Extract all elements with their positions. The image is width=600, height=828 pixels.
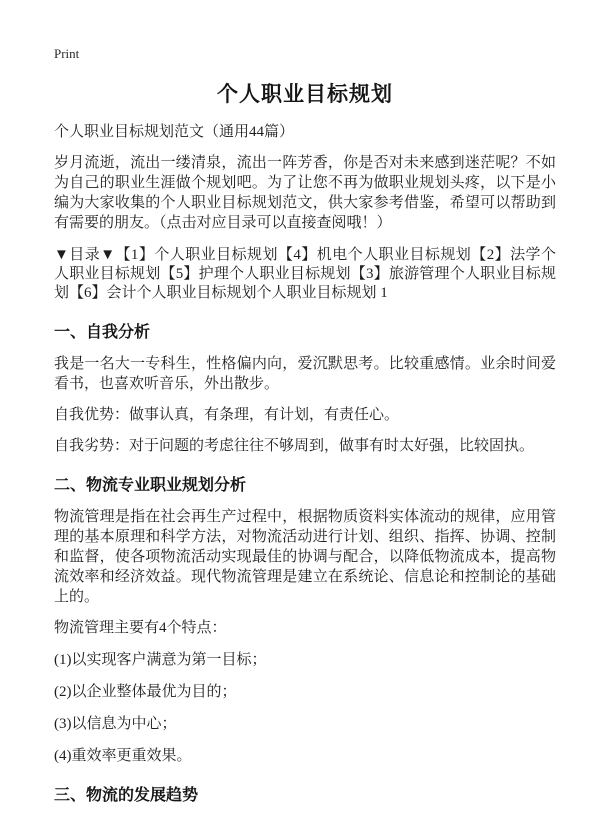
list-item-2: (2)以企业整体最优为目的； (54, 684, 237, 700)
print-button[interactable]: Print (54, 46, 80, 61)
self-strengths-paragraph: 自我优势：做事认真，有条理，有计划，有责任心。 (54, 407, 400, 423)
list-item-3: (3)以信息为中心； (54, 716, 177, 732)
list-item-1: (1)以实现客户满意为第一目标； (54, 652, 267, 668)
section-heading-logistics-analysis: 二、物流专业职业规划分析 (54, 477, 247, 494)
document-title: 个人职业目标规划 (217, 82, 393, 106)
self-weaknesses-paragraph: 自我劣势：对于问题的考虑往往不够周到，做事有时太好强，比较固执。 (54, 438, 535, 454)
section-heading-logistics-trends: 三、物流的发展趋势 (54, 787, 199, 804)
table-of-contents[interactable]: ▼目录▼【1】个人职业目标规划【4】机电个人职业目标规划【2】法学个人职业目标规划【5】护理个人职业目标规划【3】旅游管理个人职业目标规划【6】会计个人职业目标规划个人职业目标规划 1 (54, 247, 556, 301)
self-analysis-paragraph: 我是一名大一专科生，性格偏内向，爱沉默思考。比较重感情。业余时间爱看书，也喜欢听音乐，外出散步。 (54, 356, 556, 392)
list-item-4: (4)重效率更重效果。 (54, 748, 192, 764)
document-subtitle: 个人职业目标规划范文（通用44篇） (54, 124, 295, 140)
logistics-features-intro: 物流管理主要有4个特点： (54, 620, 227, 636)
intro-paragraph: 岁月流逝，流出一缕清泉，流出一阵芳香，你是否对未来感到迷茫呢？不如为自己的职业生涯做个规划吧。为了让您不再为做职业规划头疼，以下是小编为大家收集的个人职业目标规划范文，供大家参考借鉴，希望可以帮助到有需要的朋友。（点击对应目录可以直接查阅哦！） (54, 155, 556, 231)
logistics-definition-paragraph: 物流管理是指在社会再生产过程中，根据物质资料实体流动的规律，应用管理的基本原理和科学方法，对物流活动进行计划、组织、指挥、协调、控制和监督，使各项物流活动实现最佳的协调与配合，以降低物流成本，提高物流效率和经济效益。现代物流管理是建立在系统论、信息论和控制论的基础上的。 (54, 509, 556, 605)
section-heading-self-analysis: 一、自我分析 (54, 324, 151, 341)
